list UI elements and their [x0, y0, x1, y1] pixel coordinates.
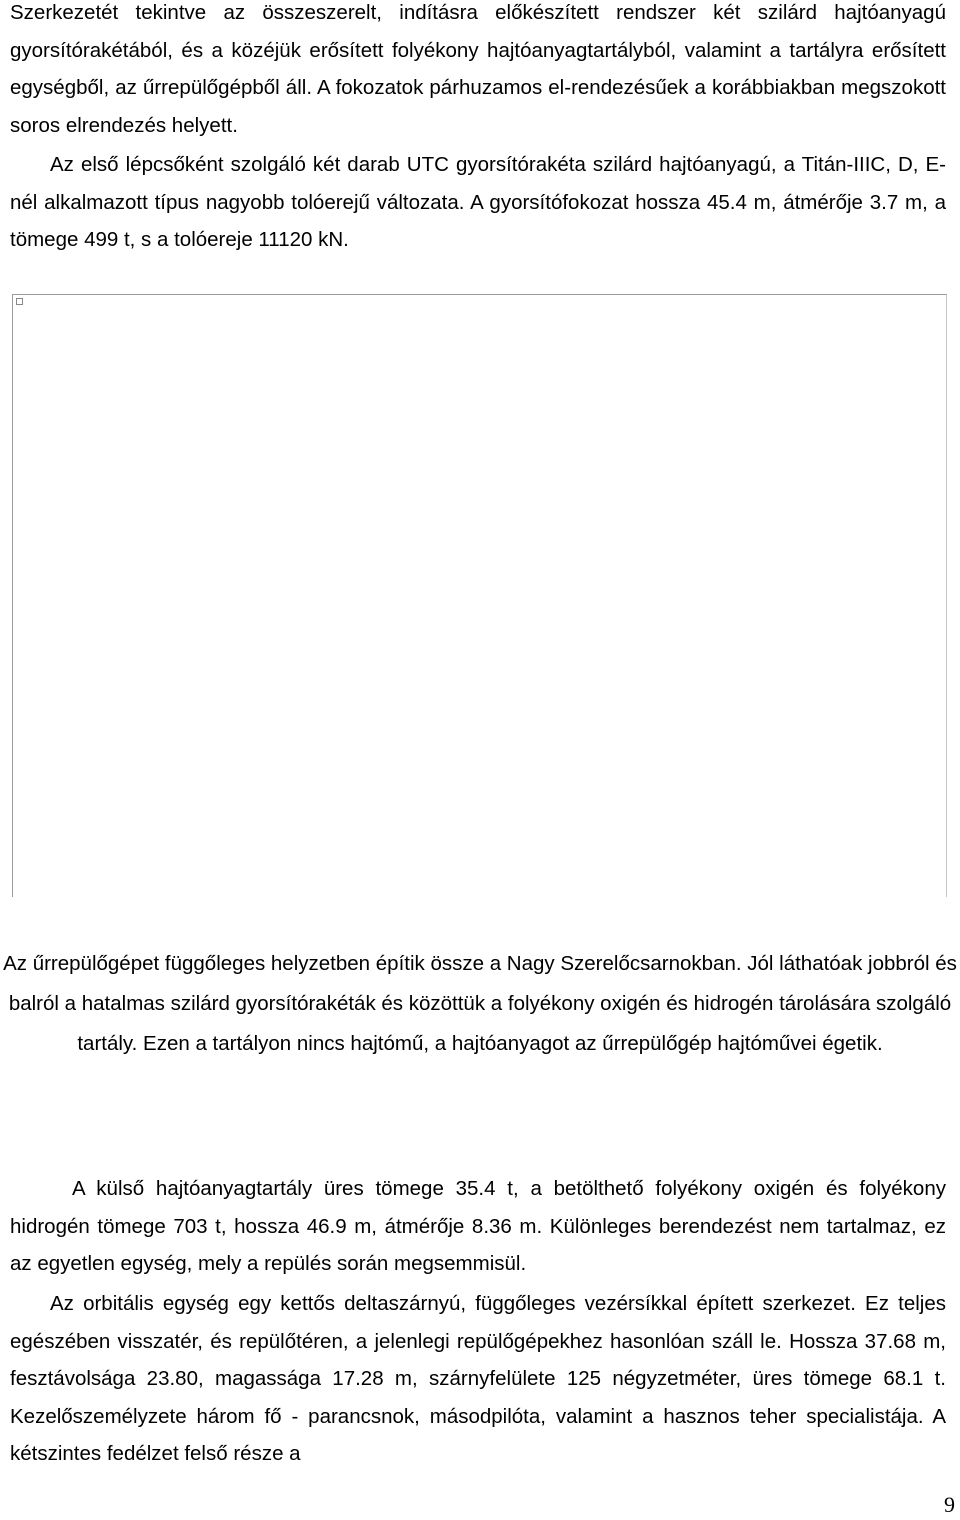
paragraph-system-structure: Szerkezetét tekintve az összeszerelt, indításra előkészített rendszer két szilárd hajtóanyagú gyorsítórakétából, és a közéjük erősített folyékony hajtóanyagtartályból, valamint a tartályra erősített egységből, az űrrepülőgépből áll. A fokozatok párhuzamos el-rendezésűek a korábbiakban megszokott soros elrendezés helyett. [10, 1, 946, 137]
paragraph-external-tank: A külső hajtóanyagtartály üres tömege 35.4 t, a betölthető folyékony oxigén és folyékony hidrogén tömege 703 t, hossza 46.9 m, átmérője 8.36 m. Különleges berendezést nem tartalmaz, ez az egyetlen egység, mely a repülés során megsemmisül. [10, 1177, 946, 1275]
image-placeholder [12, 294, 947, 897]
broken-image-icon [16, 298, 23, 305]
paragraph-orbiter: Az orbitális egység egy kettős deltaszárnyú, függőleges vezérsíkkal épített szerkezet. Ez teljes egészében visszatér, és repülőtéren, a jelenlegi repülőgépekhez hasonlóan száll le. Hossza 37.68 m, fesztávolsága 23.80, magassága 17.28 m, szárnyfelülete 125 négyzetméter, üres tömege 68.1 t. Kezelőszemélyzete három fő - parancsnok, másodpilóta, valamint a hasznos teher specialistája. A kétszintes fedélzet felső része a [10, 1292, 946, 1465]
paragraph-booster: Az első lépcsőként szolgáló két darab UTC gyorsítórakéta szilárd hajtóanyagú, a Titán-IIIC, D, E-nél alkalmazott típus nagyobb tolóerejű változata. A gyorsítófokozat hossza 45.4 m, átmérője 3.7 m, a tömege 499 t, s a tolóereje 11120 kN. [10, 153, 946, 251]
page-number: 9 [944, 1492, 955, 1517]
image-caption: Az űrrepülőgépet függőleges helyzetben építik össze a Nagy Szerelőcsarnokban. Jól láthatóak jobbról és balról a hatalmas szilárd gyorsítórakéták és közöttük a folyékony oxigén és hidrogén tárolására szolgáló tartály. Ezen a tartályon nincs hajtómű, a hajtóanyagot az űrrepülőgép hajtóművei égetik. [3, 952, 957, 1055]
